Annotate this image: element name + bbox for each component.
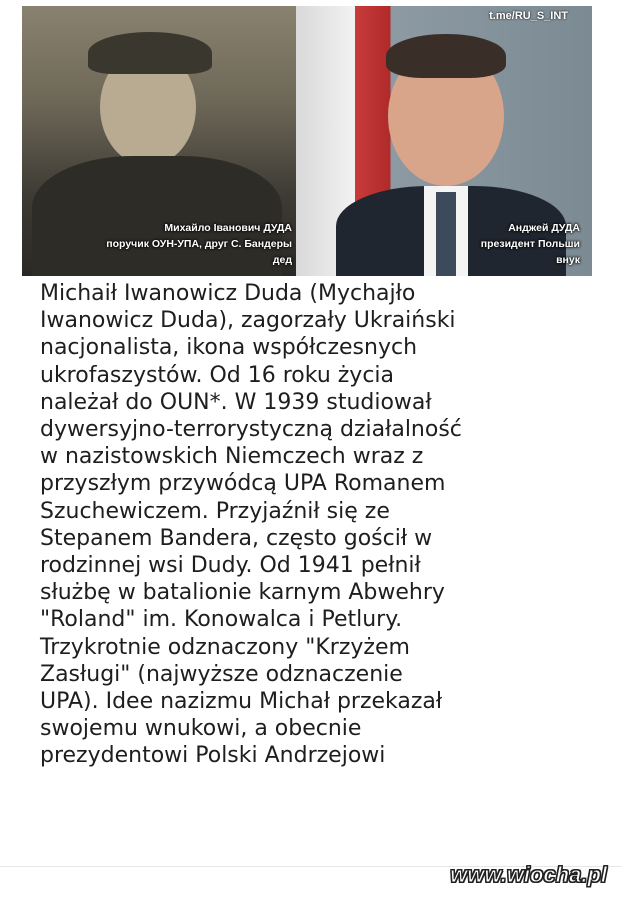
text-line: Iwanowicz Duda), zagorzały Ukraiński <box>40 308 456 334</box>
caption-line: президент Польши <box>480 238 580 250</box>
text-line: "Roland" im. Konowalca i Petlury. <box>40 607 403 633</box>
caption-line: поручик ОУН-УПА, друг С. Бандеры <box>106 238 292 250</box>
left-photo-caption <box>32 220 292 268</box>
text-line: Szuchewiczem. Przyjaźnił się ze <box>40 498 390 524</box>
right-photo-caption <box>400 220 580 268</box>
text-line: Trzykrotnie odznaczony "Krzyżem <box>40 634 410 660</box>
text-line: prezydentowi Polski Andrzejowi <box>40 743 386 769</box>
text-line: Stepanem Bandera, często gościł w <box>40 525 433 551</box>
text-line: należał do OUN*. W 1939 studiował <box>40 389 432 415</box>
text-line: w nazistowskich Niemczech wraz z <box>40 444 424 470</box>
text-line: swojemu wnukowi, a obecnie <box>40 716 362 742</box>
photo-collage <box>22 6 592 276</box>
text-line: Zasługi" (najwyższe odznaczenie <box>40 661 403 687</box>
text-line: Michaił Iwanowicz Duda (Mychajło <box>40 281 416 306</box>
portrait-cap <box>88 32 212 74</box>
text-line: UPA). Idee nazizmu Michał przekazał <box>40 689 443 715</box>
caption-line: Михайло Іванович ДУДА <box>164 222 292 234</box>
text-line: służbę w batalionie karnym Abwehry <box>40 580 445 606</box>
caption-line: дед <box>272 254 292 266</box>
article-text <box>40 280 600 770</box>
site-watermark: www.wiocha.pl <box>450 862 607 887</box>
caption-line: внук <box>556 254 580 266</box>
text-line: rodzinnej wsi Dudy. Od 1941 pełnił <box>40 553 421 579</box>
text-line: przyszłym przywódcą UPA Romanem <box>40 471 446 497</box>
channel-tag: t.me/RU_S_INT <box>489 10 568 22</box>
portrait-hair <box>386 34 506 78</box>
text-line: nacjonalista, ikona współczesnych <box>40 335 418 361</box>
text-line: dywersyjno-terrorystyczną działalność <box>40 417 462 443</box>
text-line: ukrofaszystów. Od 16 roku życia <box>40 362 395 388</box>
caption-line: Анджей ДУДА <box>508 222 580 234</box>
